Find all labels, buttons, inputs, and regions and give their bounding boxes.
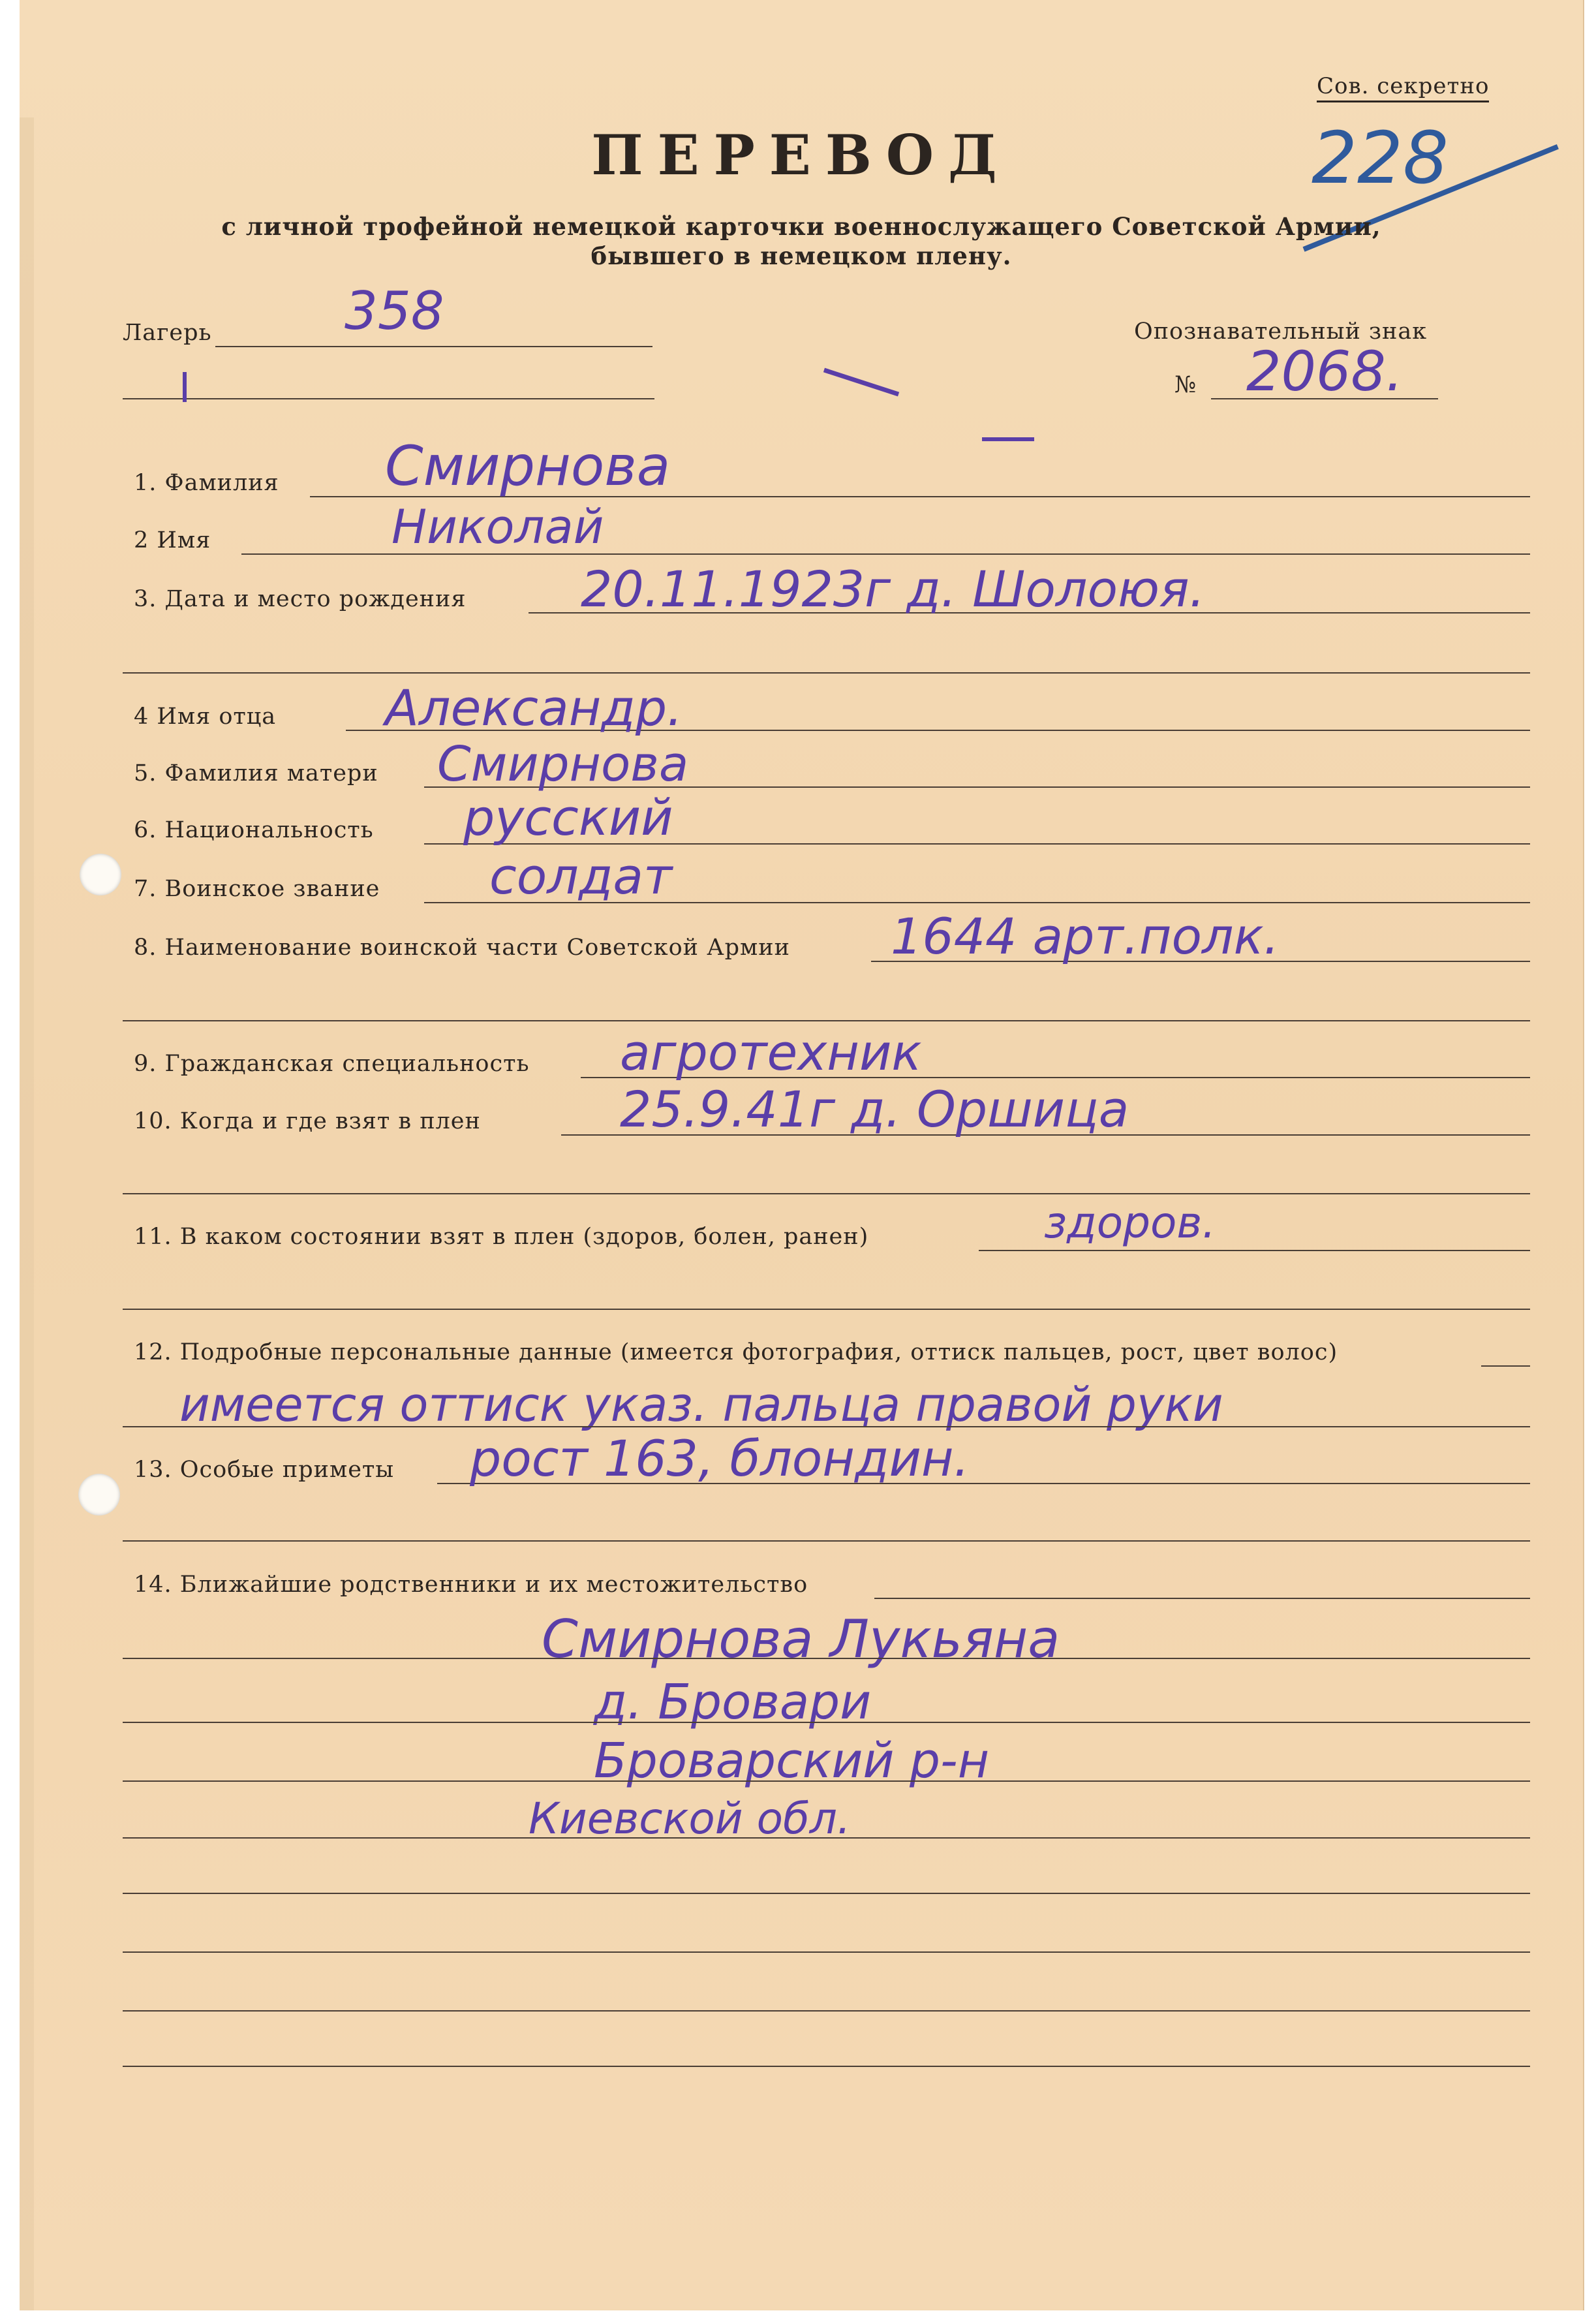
camp-value: 358 (345, 281, 444, 341)
field-11-line-2 (123, 1309, 1530, 1310)
field-3-value: 20.11.1923г д. Шолоюя. (581, 560, 1205, 618)
field-11-line (979, 1250, 1530, 1251)
field-6-label: 6. Национальность (134, 817, 374, 843)
subtitle-line-1: с личной трофейной немецкой карточки военнослужащего Советской Армии, (221, 212, 1381, 241)
relative-region: Киевской обл. (529, 1794, 851, 1844)
field-14-line-5 (123, 1837, 1530, 1839)
field-4-value: Александр. (385, 679, 683, 737)
relative-district: Броварский р-н (594, 1733, 990, 1789)
field-5-value: Смирнова (437, 736, 689, 792)
field-3-label: 3. Дата и место рождения (134, 586, 467, 612)
field-2-value: Николай (391, 499, 604, 554)
field-8-label: 8. Наименование воинской части Советской Армии (134, 935, 790, 961)
punch-hole-bottom (78, 1474, 120, 1515)
field-2-label: 2 Имя (134, 527, 211, 553)
field-11-value: здоров. (1044, 1198, 1216, 1248)
document-title: ПЕРЕВОД (591, 123, 1011, 187)
subtitle-line-2: бывшего в немецком плену. (591, 241, 1012, 270)
camp-line-2 (123, 398, 654, 399)
field-14-line-4 (123, 1780, 1530, 1782)
field-14-line-9 (123, 2066, 1530, 2067)
stamp-number: 228 (1312, 116, 1449, 200)
field-9-value: агротехник (620, 1023, 922, 1081)
field-12-label: 12. Подробные персональные данные (имеется фотография, оттиск пальцев, рост, цвет волос) (134, 1339, 1338, 1365)
field-14-line-6 (123, 1893, 1530, 1894)
field-8-line-2 (123, 1020, 1530, 1021)
field-14-label: 14. Ближайшие родственники и их местожительство (134, 1572, 808, 1598)
field-10-value: 25.9.41г д. Оршица (620, 1080, 1129, 1138)
field-4-label: 4 Имя отца (134, 704, 277, 730)
field-3-line-2 (123, 672, 1530, 674)
relative-village: д. Бровари (594, 1674, 872, 1730)
id-tag-value: 2068. (1246, 339, 1404, 403)
secrecy-label: Сов. секретно (1317, 73, 1489, 102)
field-6-value: русский (463, 788, 673, 847)
field-10-label: 10. Когда и где взят в плен (134, 1108, 481, 1134)
field-7-value: солдат (489, 847, 673, 905)
field-1-label: 1. Фамилия (134, 470, 279, 496)
camp-label: Лагерь (123, 320, 212, 346)
punch-hole-top (80, 854, 121, 895)
paper-edge (20, 117, 34, 2310)
field-5-label: 5. Фамилия матери (134, 760, 378, 786)
pen-mark (982, 437, 1034, 441)
camp-line (215, 346, 652, 347)
field-12-line-2 (123, 1426, 1530, 1427)
field-14-line-8 (123, 2010, 1530, 2012)
field-8-value: 1644 арт.полк. (891, 907, 1280, 965)
relative-name: Смирнова Лукьяна (542, 1609, 1060, 1670)
field-13-label: 13. Особые приметы (134, 1457, 395, 1483)
field-14-line-2 (123, 1658, 1530, 1659)
field-14-line (874, 1598, 1530, 1599)
field-14-line-3 (123, 1722, 1530, 1723)
field-13-line-2 (123, 1540, 1530, 1542)
document-sheet (20, 0, 1584, 2310)
pen-mark (823, 368, 899, 397)
field-1-value: Смирнова (385, 434, 671, 498)
field-7-label: 7. Воинское звание (134, 876, 380, 902)
pen-mark (183, 372, 187, 402)
field-10-line-2 (123, 1193, 1530, 1194)
id-tag-number-sign: № (1174, 372, 1197, 398)
field-14-line-7 (123, 1951, 1530, 1953)
id-tag-label: Опознавательный знак (1134, 319, 1428, 345)
field-12-value: имеется оттиск указ. пальца правой руки (179, 1377, 1223, 1432)
field-9-label: 9. Гражданская специальность (134, 1051, 530, 1077)
field-12-line (1481, 1365, 1530, 1367)
field-13-value: рост 163, блондин. (470, 1429, 970, 1487)
field-11-label: 11. В каком состоянии взят в плен (здоров, болен, ранен) (134, 1224, 869, 1250)
